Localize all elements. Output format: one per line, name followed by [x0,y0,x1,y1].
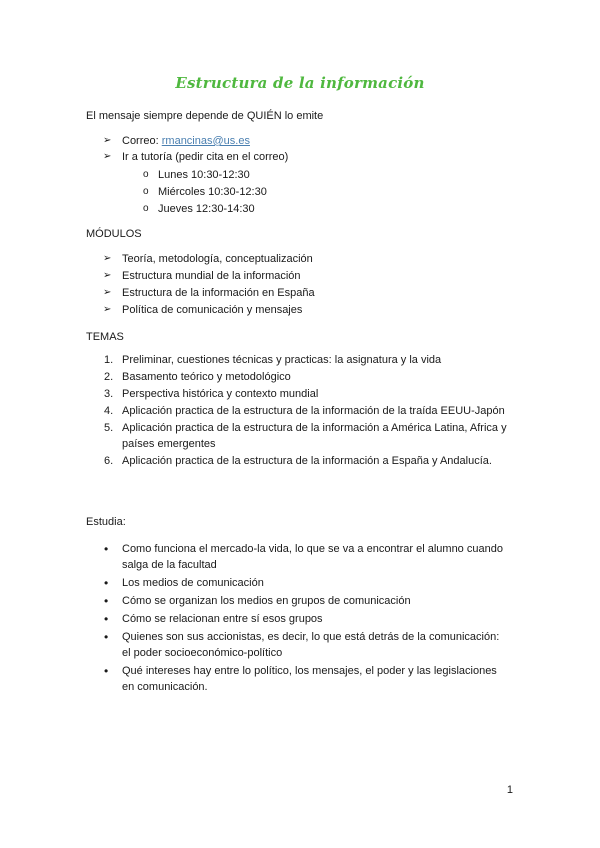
modulos-list [0,251,600,319]
list-item: o Jueves 12:30-14:30 [143,203,255,215]
list-item: • Como funciona el mercado-la vida, lo que se va a encontrar el alumno cuando salga de la facultad [104,542,503,571]
dot-bullet-icon: • [104,542,109,556]
arrow-bullet-icon: ➢ [103,287,112,298]
temas-heading: TEMAS [86,331,124,343]
email-link[interactable]: rmancinas@us.es [161,135,250,147]
circle-bullet-icon: o [143,186,149,197]
arrow-bullet-icon: ➢ [103,270,112,281]
estudia-heading: Estudia: [86,516,126,528]
circle-bullet-icon: o [143,169,149,180]
list-item: 1. Preliminar, cuestiones técnicas y practicas: la asignatura y la vida [104,354,442,366]
contact-list [0,133,600,165]
tutoria-text: Ir a tutoría (pedir cita en el correo) [122,151,289,163]
list-item: • Qué intereses hay entre lo político, los mensajes, el poder y las legislaciones en comunicación. [104,664,497,693]
list-item: ➢ Política de comunicación y mensajes [103,304,303,316]
list-item: o Miércoles 10:30-12:30 [143,186,267,198]
page-title: Estructura de la información [175,74,425,92]
list-item: • Quienes son sus accionistas, es decir, lo que está detrás de la comunicación: el poder socioeconómico-político [104,630,500,659]
arrow-bullet-icon: ➢ [103,253,112,264]
arrow-bullet-icon: ➢ [103,151,112,162]
dot-bullet-icon: • [104,630,109,644]
dot-bullet-icon: • [104,664,109,678]
list-item: 5. Aplicación practica de la estructura de la información a América Latina, Africa y países emergentes [104,422,507,450]
circle-bullet-icon: o [143,203,149,214]
list-item: ➢ Estructura de la información en España [103,287,315,299]
arrow-bullet-icon: ➢ [103,135,112,146]
list-item: ➢ Estructura mundial de la información [103,270,301,282]
list-item: • Los medios de comunicación [104,576,264,590]
list-item: • Cómo se relacionan entre sí esos grupos [104,612,323,626]
list-item: o Lunes 10:30-12:30 [143,169,250,181]
list-item: ➢ Teoría, metodología, conceptualización [103,253,313,265]
list-item-tutoria [0,149,600,165]
intro-text: El mensaje siempre depende de QUIÉN lo emite [86,110,324,122]
correo-label: Correo: [122,135,162,147]
temas-list [0,352,600,470]
list-item-correo [0,133,600,149]
dot-bullet-icon: • [104,612,109,626]
horarios-list [0,167,600,218]
list-item: 6. Aplicación practica de la estructura de la información a España y Andalucía. [104,455,492,467]
page-number: 1 [506,784,513,796]
list-item: 2. Basamento teórico y metodológico [104,371,291,383]
list-item: 4. Aplicación practica de la estructura de la información de la traída EEUU-Japón [104,405,505,417]
modulos-heading: MÓDULOS [86,228,142,240]
arrow-bullet-icon: ➢ [103,304,112,315]
estudia-list [0,541,600,697]
dot-bullet-icon: • [104,594,109,608]
list-item: 3. Perspectiva histórica y contexto mundial [104,388,319,400]
list-item: • Cómo se organizan los medios en grupos de comunicación [104,594,411,608]
dot-bullet-icon: • [104,576,109,590]
